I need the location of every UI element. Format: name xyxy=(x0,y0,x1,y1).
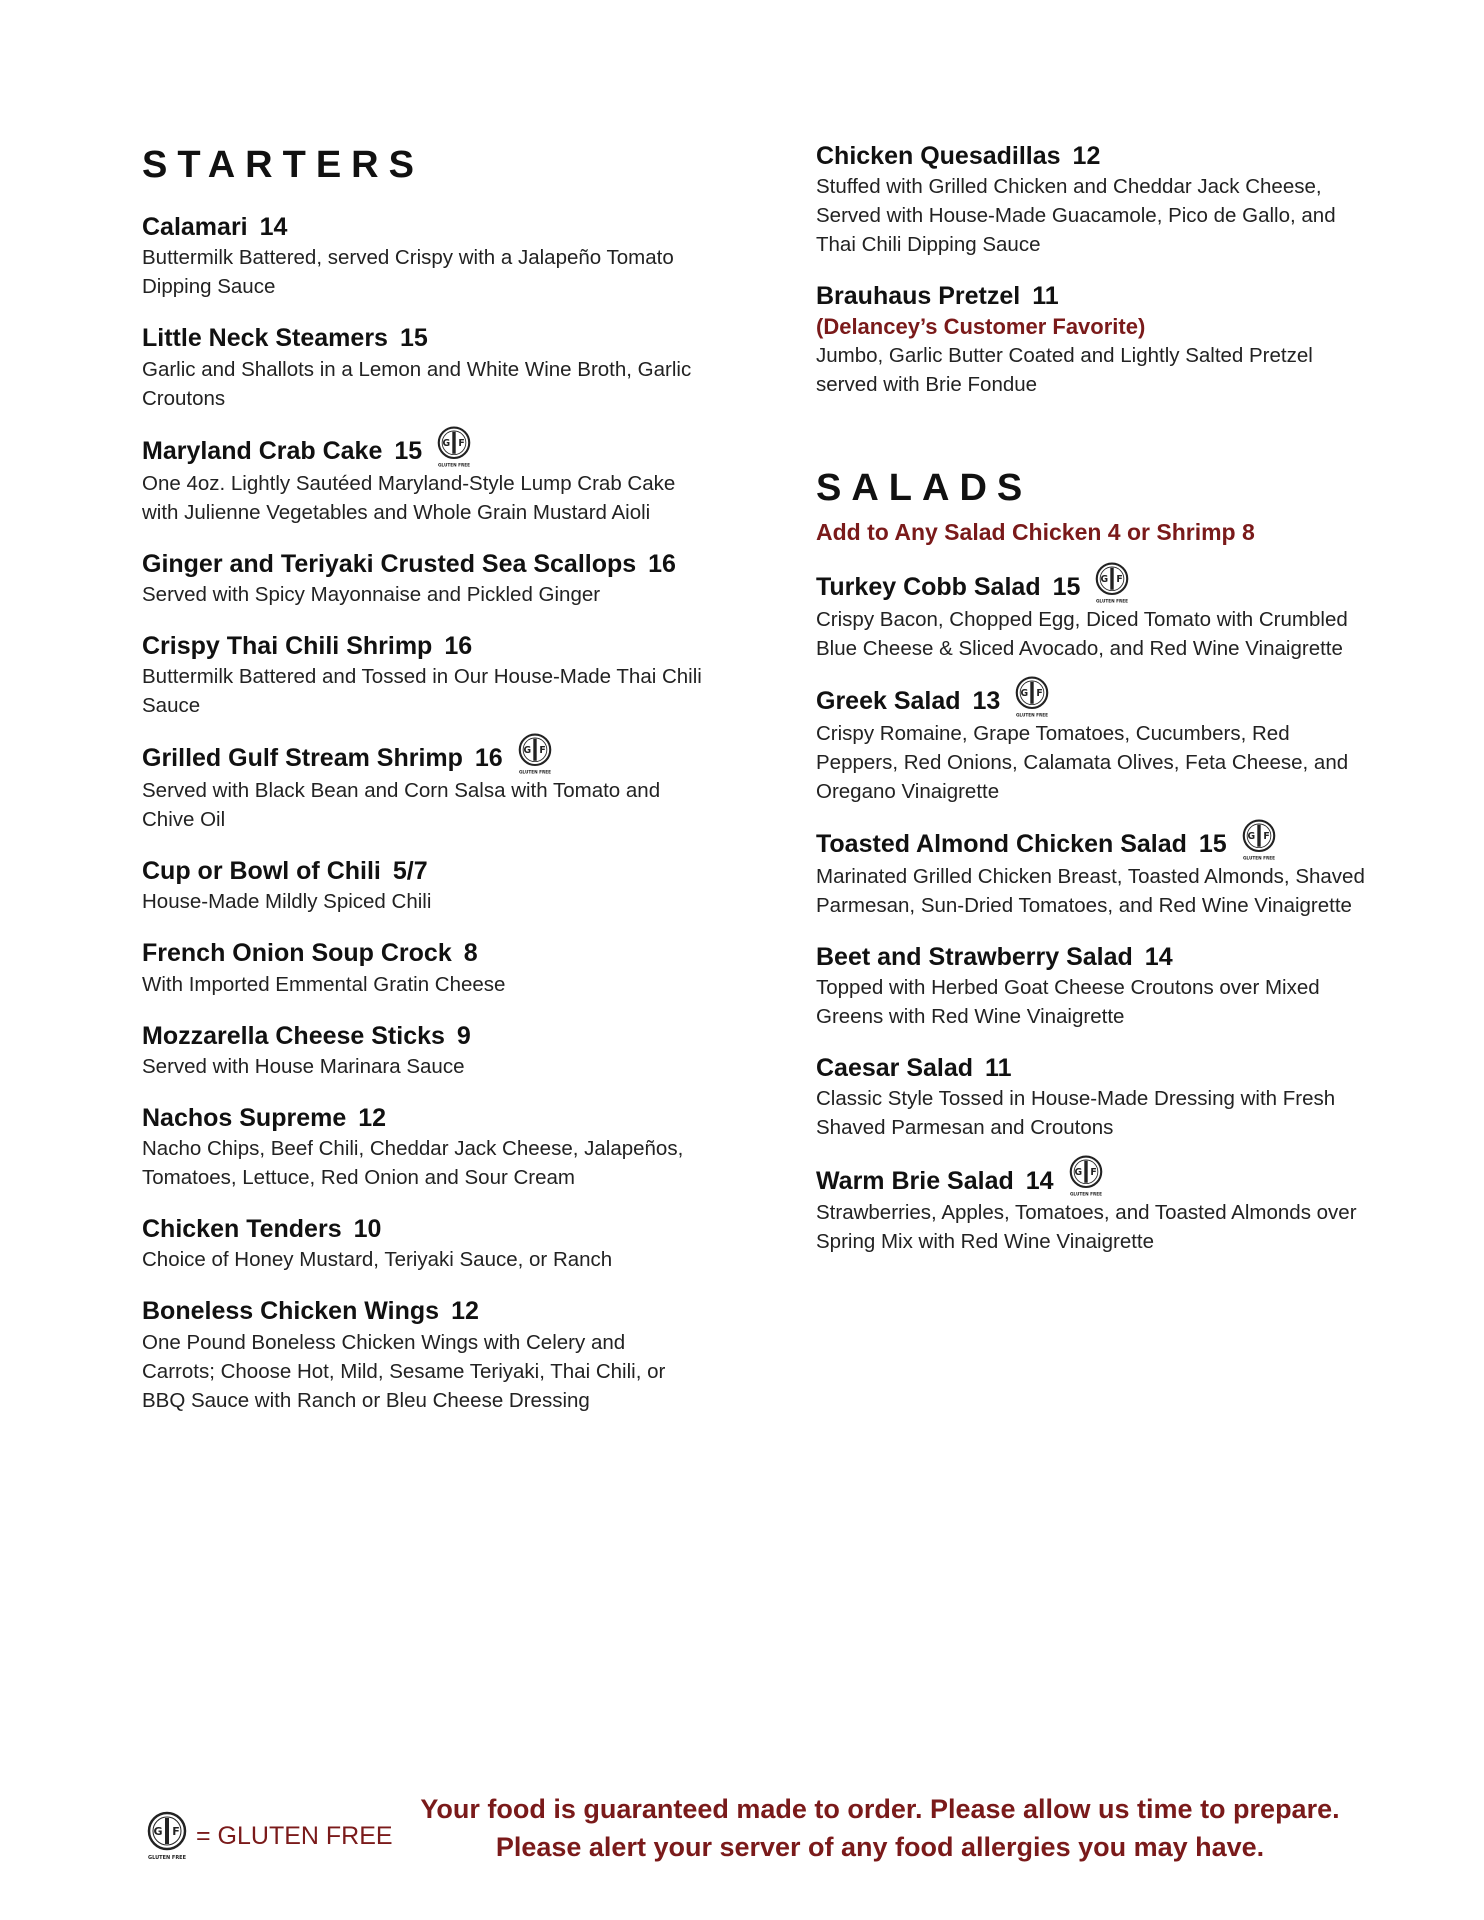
menu-item-title xyxy=(142,631,702,662)
menu-item xyxy=(142,742,702,834)
menu-item-title xyxy=(142,742,702,776)
footer-message xyxy=(380,1790,1380,1866)
salads-list xyxy=(816,571,1376,1257)
svg-text:GLUTEN FREE: GLUTEN FREE xyxy=(1069,1191,1102,1197)
menu-item-price: 16 xyxy=(648,549,676,578)
menu-item-name: Chicken Quesadillas xyxy=(816,142,1061,170)
menu-item-title xyxy=(142,435,702,469)
menu-item-title xyxy=(816,141,1376,172)
menu-item-title xyxy=(142,938,702,969)
svg-text:GLUTEN FREE: GLUTEN FREE xyxy=(438,461,471,467)
gluten-free-legend xyxy=(142,1810,393,1862)
menu-item-title xyxy=(142,1214,702,1245)
menu-item-description: One Pound Boneless Chicken Wings with Celery and Carrots; Choose Hot, Mild, Sesame Teriyaki, Thai Chili, or BBQ Sauce with Ranch or Bleu Cheese Dressing xyxy=(142,1330,666,1412)
salads-addon-note: Add to Any Salad Chicken 4 or Shrimp 8 xyxy=(816,519,1255,546)
menu-item-price: 15 xyxy=(399,324,428,353)
menu-item-description: Served with Spicy Mayonnaise and Pickled Ginger xyxy=(142,582,601,606)
menu-item-price: 12 xyxy=(451,1297,479,1326)
svg-text:G: G xyxy=(1020,687,1029,699)
svg-text:G: G xyxy=(1247,830,1255,842)
menu-item-title xyxy=(816,942,1376,973)
svg-text:F: F xyxy=(458,437,465,449)
menu-item-price: 14 xyxy=(259,213,288,241)
menu-item-description: Buttermilk Battered and Tossed in Our House-Made Thai Chili Sauce xyxy=(142,665,702,717)
menu-item xyxy=(142,435,702,527)
menu-item xyxy=(816,1053,1376,1142)
menu-item-name: Toasted Almond Chicken Salad xyxy=(816,830,1187,859)
starters-continued-list xyxy=(816,141,1376,399)
menu-item-title xyxy=(816,281,1376,312)
right-column xyxy=(816,0,1376,1278)
menu-item-title xyxy=(142,1296,702,1327)
svg-text:G: G xyxy=(1074,1167,1082,1179)
menu-item-name: Mozzarella Cheese Sticks xyxy=(142,1021,445,1050)
menu-item xyxy=(142,631,702,720)
menu-item-price: 15 xyxy=(394,436,423,465)
menu-item-title xyxy=(816,1053,1376,1084)
menu-item-price: 13 xyxy=(972,687,1001,716)
menu-item xyxy=(816,571,1376,663)
svg-text:GLUTEN FREE: GLUTEN FREE xyxy=(1242,855,1275,861)
menu-item-price: 8 xyxy=(463,939,478,968)
svg-text:F: F xyxy=(539,745,546,757)
menu-item-name: Little Neck Steamers xyxy=(142,324,388,353)
menu-item-price: 12 xyxy=(1072,142,1101,170)
menu-item-title xyxy=(142,549,702,580)
menu-item-description: Classic Style Tossed in House-Made Dressing with Fresh Shaved Parmesan and Croutons xyxy=(816,1087,1336,1140)
menu-item xyxy=(142,1021,702,1081)
menu-item-price: 10 xyxy=(353,1215,382,1243)
menu-item-title xyxy=(816,571,1376,605)
menu-item-price: 12 xyxy=(358,1103,387,1132)
menu-item-name: Brauhaus Pretzel xyxy=(816,282,1021,311)
starters-heading: STARTERS xyxy=(142,144,424,186)
menu-item-title xyxy=(142,212,702,243)
menu-item xyxy=(816,281,1376,399)
menu-item-description: Nacho Chips, Beef Chili, Cheddar Jack Cheese, Jalapeños, Tomatoes, Lettuce, Red Onion and Sour Cream xyxy=(142,1137,684,1189)
svg-text:G: G xyxy=(153,1825,163,1838)
svg-text:F: F xyxy=(1116,573,1124,585)
menu-item-price: 9 xyxy=(456,1021,471,1050)
gluten-free-icon xyxy=(1090,561,1134,605)
menu-item-name: Boneless Chicken Wings xyxy=(142,1297,440,1326)
menu-item xyxy=(816,141,1376,259)
menu-item-name: Turkey Cobb Salad xyxy=(816,573,1041,602)
gluten-free-icon xyxy=(1237,818,1281,862)
menu-item xyxy=(816,685,1376,806)
svg-text:F: F xyxy=(1263,830,1270,842)
menu-item-price: 14 xyxy=(1144,942,1173,971)
menu-item-price: 5/7 xyxy=(392,857,428,885)
menu-item-price: 15 xyxy=(1052,573,1081,602)
menu-item xyxy=(142,938,702,998)
menu-item-name: Crispy Thai Chili Shrimp xyxy=(142,631,433,660)
svg-text:G: G xyxy=(523,745,531,757)
gluten-free-icon xyxy=(142,1810,192,1862)
menu-item-description: Served with Black Bean and Corn Salsa with Tomato and Chive Oil xyxy=(142,779,661,831)
menu-item-name: Cup or Bowl of Chili xyxy=(142,857,381,885)
gluten-free-icon xyxy=(1010,675,1054,719)
menu-item-name: Maryland Crab Cake xyxy=(142,436,383,465)
menu-item-name: Chicken Tenders xyxy=(142,1215,342,1243)
gluten-free-icon xyxy=(513,732,557,776)
footer-message-line-1: Your food is guaranteed made to order. Please allow us time to prepare. xyxy=(420,1794,1340,1824)
svg-text:GLUTEN FREE: GLUTEN FREE xyxy=(1016,712,1049,718)
menu-item-title xyxy=(142,1103,702,1134)
menu-item-name: French Onion Soup Crock xyxy=(142,939,452,968)
menu-item-name: Warm Brie Salad xyxy=(816,1166,1014,1195)
menu-item-subtitle: (Delancey’s Customer Favorite) xyxy=(816,313,1146,339)
menu-item xyxy=(816,1164,1376,1256)
menu-item-name: Calamari xyxy=(142,213,248,241)
menu-item-title xyxy=(142,856,702,887)
menu-item-name: Grilled Gulf Stream Shrimp xyxy=(142,744,463,773)
menu-item-description: Marinated Grilled Chicken Breast, Toasted Almonds, Shaved Parmesan, Sun-Dried Tomatoes, and Red Wine Vinaigrette xyxy=(816,864,1365,917)
svg-text:F: F xyxy=(1090,1167,1097,1179)
menu-item-price: 16 xyxy=(444,631,473,660)
gluten-free-legend-text: = GLUTEN FREE xyxy=(196,1821,393,1850)
menu-item xyxy=(816,828,1376,920)
menu-item-description: House-Made Mildly Spiced Chili xyxy=(142,890,432,914)
gluten-free-icon xyxy=(1064,1154,1108,1198)
menu-item-description: Buttermilk Battered, served Crispy with a Jalapeño Tomato Dipping Sauce xyxy=(142,246,674,299)
menu-item-title xyxy=(816,828,1376,862)
menu-item xyxy=(142,1296,702,1414)
menu-item-price: 16 xyxy=(474,744,503,773)
menu-item-name: Greek Salad xyxy=(816,687,961,716)
svg-text:GLUTEN FREE: GLUTEN FREE xyxy=(518,769,551,775)
menu-item-description: Crispy Romaine, Grape Tomatoes, Cucumbers, Red Peppers, Red Onions, Calamata Olives, Feta Cheese, and Oregano Vinaigrette xyxy=(816,721,1349,803)
footer-message-line-2: Please alert your server of any food allergies you may have. xyxy=(495,1832,1265,1862)
menu-item-description: Choice of Honey Mustard, Teriyaki Sauce, or Ranch xyxy=(142,1248,613,1272)
menu-item-name: Ginger and Teriyaki Crusted Sea Scallops xyxy=(142,549,637,578)
starters-list xyxy=(142,212,702,1415)
svg-text:GLUTEN FREE: GLUTEN FREE xyxy=(1096,598,1129,604)
menu-item-description: Garlic and Shallots in a Lemon and White Wine Broth, Garlic Croutons xyxy=(142,357,692,410)
menu-item xyxy=(142,1103,702,1192)
menu-item xyxy=(142,323,702,412)
svg-text:GLUTEN FREE: GLUTEN FREE xyxy=(147,1855,187,1861)
svg-text:G: G xyxy=(1100,573,1109,585)
menu-item-description: Jumbo, Garlic Butter Coated and Lightly Salted Pretzel served with Brie Fondue xyxy=(816,344,1313,397)
menu-item xyxy=(142,1214,702,1274)
menu-item-description: One 4oz. Lightly Sautéed Maryland-Style Lump Crab Cake with Julienne Vegetables and Whole Grain Mustard Aioli xyxy=(142,471,676,524)
svg-text:F: F xyxy=(172,1825,180,1838)
menu-item-title xyxy=(816,685,1376,719)
menu-item-title xyxy=(142,1021,702,1052)
menu-item-name: Caesar Salad xyxy=(816,1053,974,1082)
menu-item-name: Nachos Supreme xyxy=(142,1103,347,1132)
salads-heading: SALADS xyxy=(816,467,1033,510)
menu-item-title xyxy=(816,1164,1376,1198)
menu-item-title xyxy=(142,323,702,354)
svg-text:F: F xyxy=(1036,687,1044,699)
menu-item-description: Topped with Herbed Goat Cheese Croutons over Mixed Greens with Red Wine Vinaigrette xyxy=(816,975,1320,1028)
left-column xyxy=(142,0,702,1437)
menu-item-name: Beet and Strawberry Salad xyxy=(816,942,1133,971)
menu-item-description: Crispy Bacon, Chopped Egg, Diced Tomato with Crumbled Blue Cheese & Sliced Avocado, and Red Wine Vinaigrette xyxy=(816,607,1348,660)
menu-item-price: 11 xyxy=(1032,282,1059,311)
menu-item xyxy=(816,942,1376,1031)
menu-item xyxy=(142,856,702,916)
svg-text:G: G xyxy=(442,437,451,449)
menu-item-price: 14 xyxy=(1025,1166,1054,1195)
footer xyxy=(0,1790,1484,1880)
menu-item-description: Stuffed with Grilled Chicken and Cheddar Jack Cheese, Served with House-Made Guacamole, Pico de Gallo, and Thai Chili Dipping Sauce xyxy=(816,175,1336,257)
gluten-free-icon xyxy=(432,425,476,469)
menu-item-description: Strawberries, Apples, Tomatoes, and Toasted Almonds over Spring Mix with Red Wine Vinaigrette xyxy=(816,1201,1357,1254)
menu-item-description: With Imported Emmental Gratin Cheese xyxy=(142,972,506,996)
menu-item xyxy=(142,212,702,301)
menu-item xyxy=(142,549,702,609)
menu-item-description: Served with House Marinara Sauce xyxy=(142,1054,465,1078)
menu-item-price: 15 xyxy=(1198,830,1227,859)
menu-item-price: 11 xyxy=(985,1053,1012,1082)
